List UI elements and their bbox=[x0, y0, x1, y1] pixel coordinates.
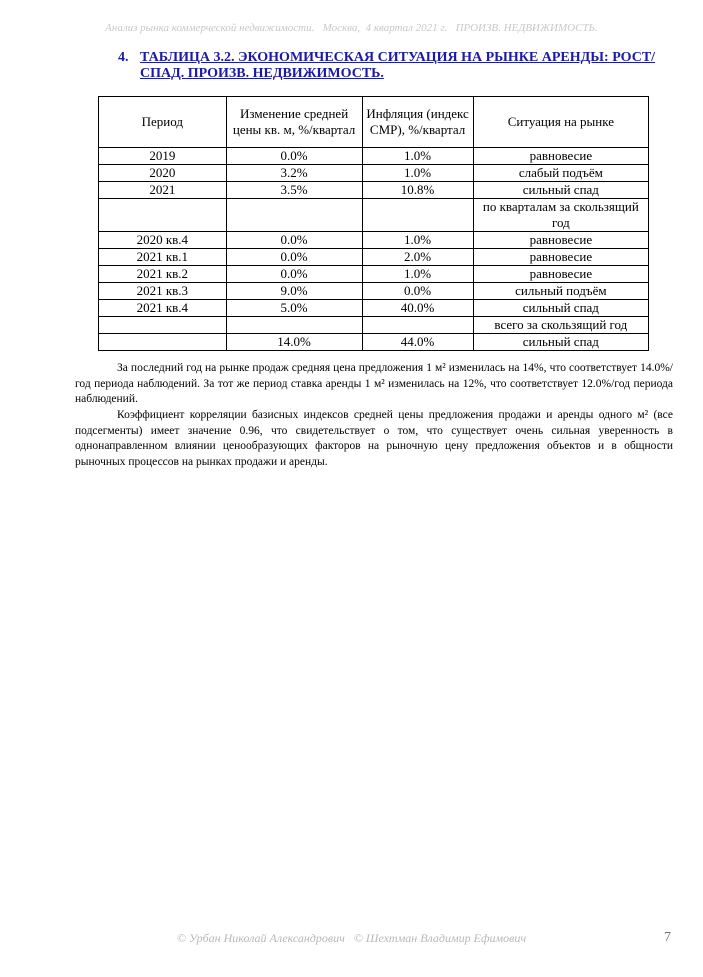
cell-period bbox=[99, 199, 227, 232]
table-header-row bbox=[99, 97, 649, 148]
cell-period bbox=[99, 317, 227, 334]
cell-situation: слабый подъём bbox=[473, 165, 648, 182]
paragraph-correlation: Коэффициент корреляции базисных индексов средней цены предложения продажи и аренды одного м² (все подсегменты) имеет значение 0.96, что свидетельствует о том, что существует очень сильная уверенность в однонаправленном влиянии ценообразующих факторов на рыночную цену предложения объектов и в общности рыночных процессов на рынках продажи и аренды. bbox=[75, 409, 673, 468]
table-row bbox=[99, 266, 649, 283]
table-row bbox=[99, 148, 649, 165]
header-price-change: Изменение средней цены кв. м, %/квартал bbox=[226, 97, 362, 148]
cell-price-change: 0.0% bbox=[226, 249, 362, 266]
cell-price-change: 0.0% bbox=[226, 148, 362, 165]
cell-inflation: 1.0% bbox=[362, 148, 473, 165]
header-period: Период bbox=[99, 97, 227, 148]
table-row bbox=[99, 334, 649, 351]
cell-inflation: 44.0% bbox=[362, 334, 473, 351]
cell-situation: равновесие bbox=[473, 249, 648, 266]
cell-period bbox=[99, 334, 227, 351]
cell-price-change: 9.0% bbox=[226, 283, 362, 300]
header-market-situation: Ситуация на рынке bbox=[473, 97, 648, 148]
cell-period: 2020 bbox=[99, 165, 227, 182]
cell-price-change: 0.0% bbox=[226, 232, 362, 249]
table-row bbox=[99, 199, 649, 232]
cell-inflation: 40.0% bbox=[362, 300, 473, 317]
cell-price-change bbox=[226, 199, 362, 232]
cell-inflation: 2.0% bbox=[362, 249, 473, 266]
cell-situation: равновесие bbox=[473, 148, 648, 165]
cell-period: 2021 bbox=[99, 182, 227, 199]
cell-situation: по кварталам за скользящий год bbox=[473, 199, 648, 232]
table-row bbox=[99, 317, 649, 334]
table-row bbox=[99, 182, 649, 199]
cell-inflation: 0.0% bbox=[362, 283, 473, 300]
cell-situation: сильный подъём bbox=[473, 283, 648, 300]
running-head: Анализ рынка коммерческой недвижимости. Москва, 4 квартал 2021 г. ПРОИЗВ. НЕДВИЖИМОСТЬ. bbox=[105, 22, 598, 34]
cell-period: 2021 кв.4 bbox=[99, 300, 227, 317]
paragraph-price-change: За последний год на рынке продаж средняя цена предложения 1 м² изменилась на 14%, что соответствует 14.0%/год периода наблюдений. За тот же период ставка аренды 1 м² изменилась на 12%, что соответствует 12.0%/год периода наблюдений. bbox=[75, 362, 673, 405]
cell-inflation: 10.8% bbox=[362, 182, 473, 199]
cell-inflation bbox=[362, 199, 473, 232]
cell-period: 2019 bbox=[99, 148, 227, 165]
footer-copyright: © Урбан Николай Александрович © Шехтман Владимир Ефимович bbox=[176, 931, 527, 945]
cell-situation: сильный спад bbox=[473, 334, 648, 351]
cell-price-change: 14.0% bbox=[226, 334, 362, 351]
header-inflation: Инфляция (индекс СМР), %/квартал bbox=[362, 97, 473, 148]
cell-period: 2021 кв.2 bbox=[99, 266, 227, 283]
cell-situation: равновесие bbox=[473, 266, 648, 283]
cell-situation: всего за скользящий год bbox=[473, 317, 648, 334]
cell-period: 2021 кв.1 bbox=[99, 249, 227, 266]
section-title: ТАБЛИЦА 3.2. ЭКОНОМИЧЕСКАЯ СИТУАЦИЯ НА РЫНКЕ АРЕНДЫ: РОСТ/СПАД. ПРОИЗВ. НЕДВИЖИМОСТЬ. bbox=[140, 50, 656, 81]
table-row bbox=[99, 249, 649, 266]
cell-inflation: 1.0% bbox=[362, 165, 473, 182]
cell-inflation bbox=[362, 317, 473, 334]
table-row bbox=[99, 165, 649, 182]
cell-period: 2021 кв.3 bbox=[99, 283, 227, 300]
table-row bbox=[99, 232, 649, 249]
table-row bbox=[99, 283, 649, 300]
page-number: 7 bbox=[664, 930, 671, 945]
cell-period: 2020 кв.4 bbox=[99, 232, 227, 249]
cell-inflation: 1.0% bbox=[362, 232, 473, 249]
cell-situation: сильный спад bbox=[473, 182, 648, 199]
cell-price-change bbox=[226, 317, 362, 334]
market-situation-table bbox=[98, 96, 649, 351]
cell-price-change: 0.0% bbox=[226, 266, 362, 283]
cell-inflation: 1.0% bbox=[362, 266, 473, 283]
cell-price-change: 3.2% bbox=[226, 165, 362, 182]
cell-situation: сильный спад bbox=[473, 300, 648, 317]
section-number: 4. bbox=[118, 50, 129, 65]
cell-price-change: 3.5% bbox=[226, 182, 362, 199]
table-row bbox=[99, 300, 649, 317]
cell-price-change: 5.0% bbox=[226, 300, 362, 317]
cell-situation: равновесие bbox=[473, 232, 648, 249]
